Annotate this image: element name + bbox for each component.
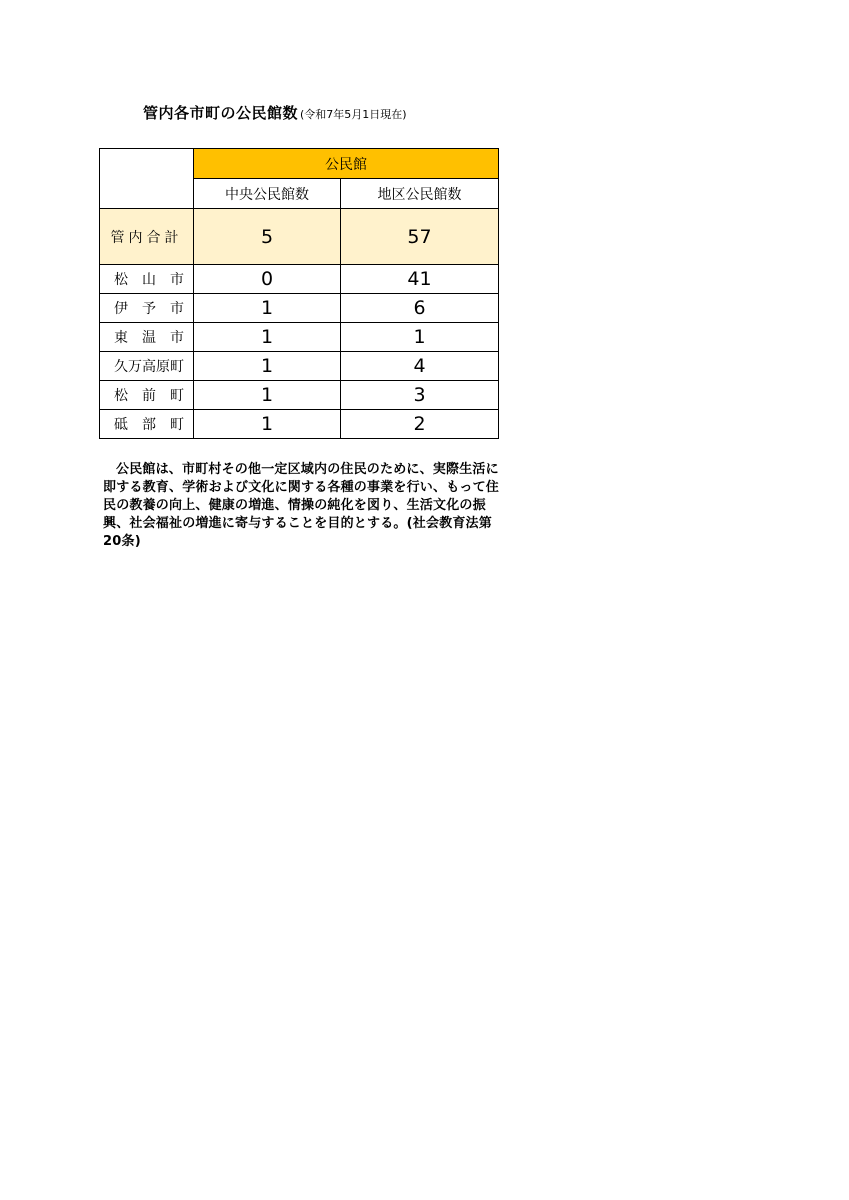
row-district: 1 — [341, 323, 499, 352]
title-date: (令和7年5月1日現在) — [300, 108, 407, 121]
kominkan-table — [99, 148, 499, 439]
row-name: 東 温 市 — [100, 323, 194, 352]
legal-note: 公民館は、市町村その他一定区域内の住民のために、実際生活に即する教育、学術および文化に関する各種の事業を行い、もって住民の教養の向上、健康の増進、情操の純化を図り、生活文化の振興、社会福祉の増進に寄与することを目的とする。(社会教育法第20条) — [103, 462, 500, 549]
row-district: 4 — [341, 352, 499, 381]
table-row — [100, 265, 499, 294]
row-name: 伊 予 市 — [100, 294, 194, 323]
row-name: 砥 部 町 — [100, 410, 194, 439]
row-central: 0 — [194, 265, 341, 294]
row-district: 3 — [341, 381, 499, 410]
column-header-district: 地区公民館数 — [341, 179, 499, 209]
row-name: 久万高原町 — [100, 352, 194, 381]
row-district: 2 — [341, 410, 499, 439]
row-central: 1 — [194, 410, 341, 439]
row-central: 1 — [194, 352, 341, 381]
table-row — [100, 410, 499, 439]
page-title — [143, 102, 407, 123]
row-district: 41 — [341, 265, 499, 294]
table-row — [100, 352, 499, 381]
table-row — [100, 381, 499, 410]
total-district: 57 — [341, 209, 499, 265]
total-central: 5 — [194, 209, 341, 265]
row-name: 松 前 町 — [100, 381, 194, 410]
row-central: 1 — [194, 381, 341, 410]
row-district: 6 — [341, 294, 499, 323]
table-row — [100, 294, 499, 323]
title-main: 管内各市町の公民館数 — [143, 104, 299, 122]
row-name: 松 山 市 — [100, 265, 194, 294]
column-header-central: 中央公民館数 — [194, 179, 341, 209]
total-row — [100, 209, 499, 265]
total-label: 管内合計 — [100, 209, 194, 265]
row-central: 1 — [194, 294, 341, 323]
group-header: 公民館 — [194, 149, 499, 179]
row-central: 1 — [194, 323, 341, 352]
corner-cell — [100, 149, 194, 209]
table-row — [100, 323, 499, 352]
